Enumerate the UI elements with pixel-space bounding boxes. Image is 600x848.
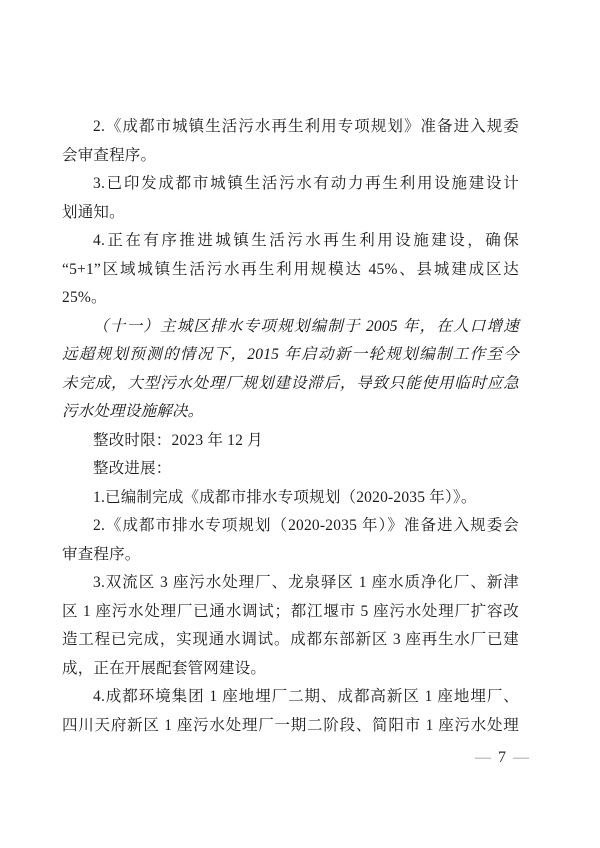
doc-line: 四川天府新区 1 座污水处理厂一期二阶段、简阳市 1 座污水处理 bbox=[62, 716, 519, 734]
doc-line: 25%。 bbox=[62, 289, 107, 306]
doc-line: （十一）主城区排水专项规划编制于 2005 年，在人口增速 bbox=[93, 317, 519, 335]
doc-line: 未完成，大型污水处理厂规划建设滞后，导致只能使用临时应急 bbox=[62, 374, 519, 392]
doc-line: 成，正在开展配套管网建设。 bbox=[62, 659, 267, 677]
page-number-dash-left: — bbox=[475, 749, 491, 766]
doc-line: 2.《成都市城镇生活污水再生利用专项规划》准备进入规委 bbox=[93, 118, 519, 135]
page-number-value: 7 bbox=[498, 749, 506, 766]
doc-line: “5+1”区域城镇生活污水再生利用规模达 45%、县城建成区达 bbox=[62, 260, 519, 278]
doc-line: 污水处理设施解决。 bbox=[62, 403, 204, 420]
doc-line: 远超规划预测的情况下，2015 年启动新一轮规划编制工作至今 bbox=[62, 346, 519, 363]
doc-line: 3.已印发成都市城镇生活污水有动力再生利用设施建设计 bbox=[93, 175, 519, 192]
doc-line: 2.《成都市排水专项规划（2020-2035 年）》准备进入规委会 bbox=[93, 517, 519, 534]
document-body bbox=[62, 113, 519, 740]
doc-line: 划通知。 bbox=[62, 203, 125, 221]
doc-line: 4.正在有序推进城镇生活污水再生利用设施建设，确保 bbox=[93, 232, 519, 249]
page-number bbox=[442, 744, 562, 772]
doc-line: 整改进展： bbox=[93, 460, 172, 477]
doc-line: 3.双流区 3 座污水处理厂、龙泉驿区 1 座水质净化厂、新津 bbox=[93, 574, 519, 591]
doc-line: 会审查程序。 bbox=[62, 146, 157, 164]
doc-line: 整改时限：2023 年 12 月 bbox=[93, 431, 263, 449]
page-number-dash-right: — bbox=[513, 749, 529, 766]
doc-line: 区 1 座污水处理厂已通水调试；都江堰市 5 座污水处理厂扩容改 bbox=[62, 602, 519, 620]
doc-line: 审查程序。 bbox=[62, 545, 141, 563]
doc-line: 造工程已完成，实现通水调试。成都东部新区 3 座再生水厂已建 bbox=[62, 631, 519, 648]
doc-line: 4.成都环境集团 1 座地埋厂二期、成都高新区 1 座地埋厂、 bbox=[93, 688, 519, 705]
doc-line: 1.已编制完成《成都市排水专项规划（2020-2035 年）》。 bbox=[93, 488, 477, 506]
